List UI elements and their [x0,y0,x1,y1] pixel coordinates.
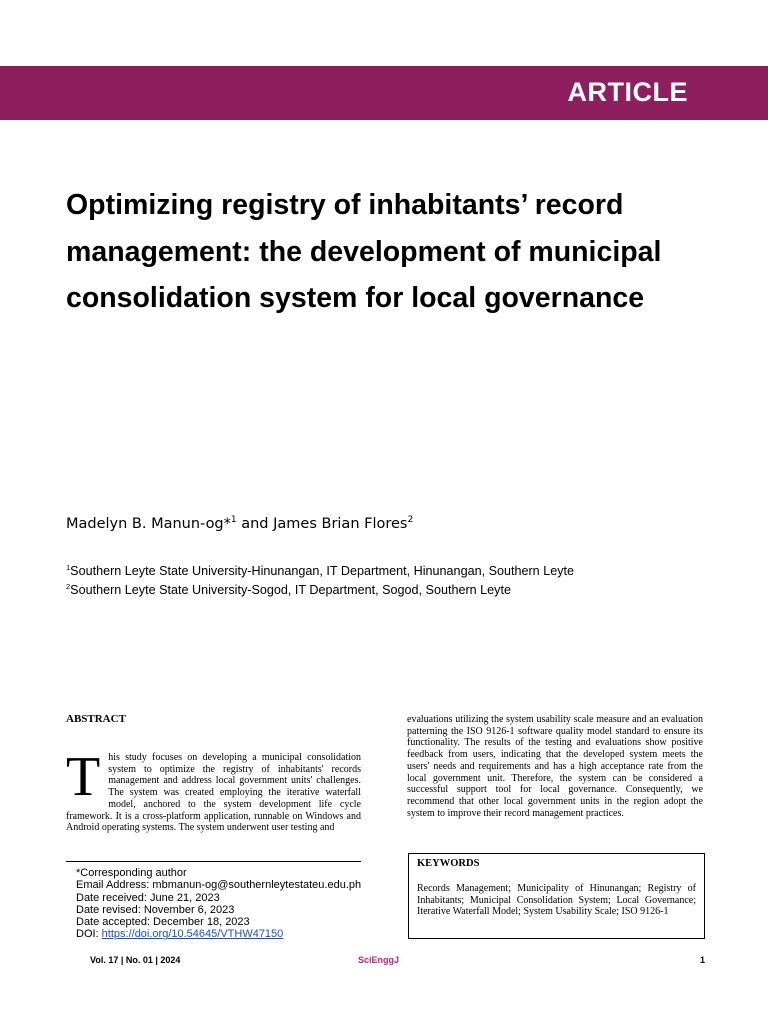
date-accepted: Date accepted: December 18, 2023 [76,916,250,929]
author-2-name: James Brian Flores [273,515,408,532]
author-connector: and [236,515,274,532]
footer-volume: Vol. 17 | No. 01 | 2024 [90,955,181,965]
author-1-name: Madelyn B. Manun-og* [66,515,231,532]
abstract-dropcap: T [66,746,101,808]
keywords-heading: KEYWORDS [417,858,480,869]
abstract-right-column: evaluations utilizing the system usability scale measure and an evaluation patterning the ISO 9126-1 software quality model standard to ensure its functionality. The results of the testing and evaluations show positive feedback from users, indicating that the developed system meets the users' needs and requirements and has a high acceptance rate from the local government unit. Therefore, the system can be considered a successful support tool for local governance. Consequently, we recommend that other local government units in the region adopt the system to improve their record management practices. [407,714,703,819]
corresponding-author-note: *Corresponding author [76,867,187,879]
date-received: Date received: June 21, 2023 [76,891,220,904]
email-address: Email Address: mbmanun-og@southernleytestateu.edu.ph [76,879,362,892]
footer-journal: SciEnggJ [358,955,400,965]
affiliations [66,560,574,598]
affiliation-2 [66,579,574,598]
author-1-affil-mark: 1 [230,515,237,525]
affiliation-1 [66,560,574,579]
footer-page-number: 1 [699,955,705,965]
abstract-left-text: his study focuses on developing a municipal consolidation system to optimize the registry of inhabitants' records management and address local government units' challenges. The system was created employing the iterative waterfall model, anchored to the system development life cycle framework. It is a cross-platform application, runnable on Windows and Android operating systems. The system underwent user testing and [66,752,361,834]
paper-title: Optimizing registry of inhabitants’ record management: the development of municipal consolidation system for local governance [66,189,662,314]
doi-line [76,928,361,940]
affiliation-2-text: Southern Leyte State University-Sogod, IT Department, Sogod, Southern Leyte [70,583,511,598]
affiliation-1-mark: 1 [66,563,71,572]
doi-label: DOI: [76,928,102,941]
affiliation-1-text: Southern Leyte State University-Hinunangan, IT Department, Hinunangan, Southern Leyte [70,564,574,579]
keywords-box [408,853,705,939]
footnote-block [76,867,361,941]
affiliation-2-mark: 2 [66,582,71,592]
article-banner [0,66,768,120]
date-revised: Date revised: November 6, 2023 [76,903,235,916]
keywords-text: Records Management; Municipality of Hinunangan; Registry of Inhabitants; Municipal Consolidation System; Local Governance; Iterative Waterfall Model; System Usability Scale; ISO 9126-1 [417,883,696,917]
author-2-affil-mark: 2 [407,515,414,525]
footnote-divider [66,861,361,862]
abstract-left-column [66,746,361,834]
article-type-label: ARTICLE [567,77,688,107]
doi-link[interactable]: https://doi.org/10.54645/VTHW47150 [101,928,284,941]
abstract-heading: ABSTRACT [66,713,126,725]
author-line [66,515,413,532]
